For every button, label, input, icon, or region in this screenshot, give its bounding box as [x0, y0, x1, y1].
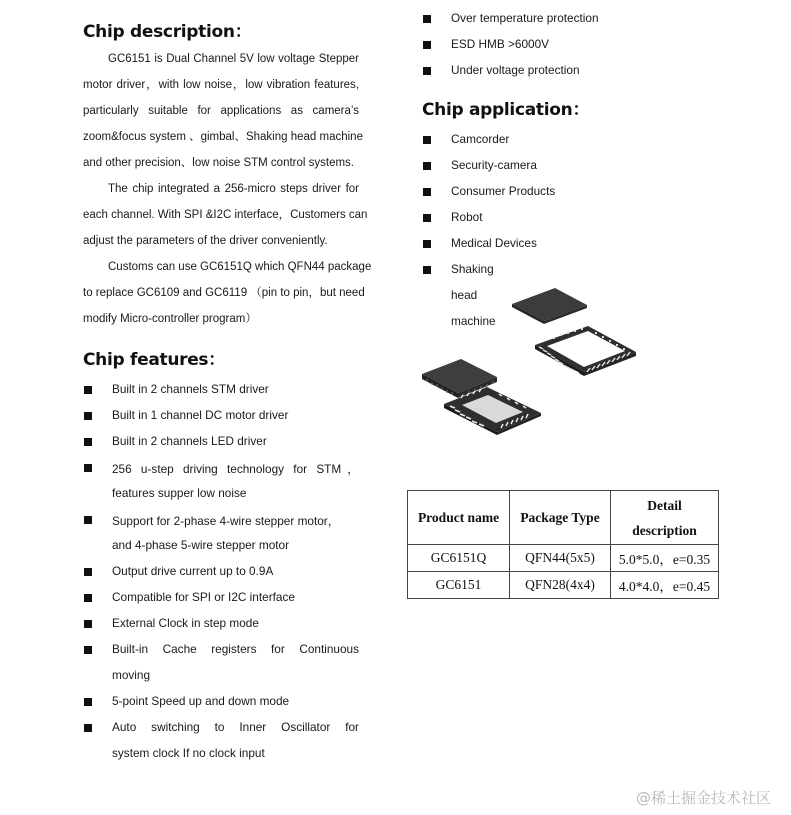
chip-features-heading: Chip features：	[83, 350, 225, 370]
description-line: particularly suitable for applications as camera’s	[83, 105, 359, 117]
description-line: and other precision、low noise STM control systems.	[83, 157, 354, 169]
header-package-type: Package Type	[510, 491, 611, 545]
description-line: adjust the parameters of the driver conveniently.	[83, 235, 328, 247]
description-line: motor driver，with low noise，low vibration features,	[83, 79, 359, 91]
package-spec-table	[407, 490, 719, 599]
bullet-square-icon	[423, 266, 431, 274]
bullet-square-icon	[423, 136, 431, 144]
bullet-square-icon	[84, 646, 92, 654]
cell-product-name: GC6151Q	[408, 545, 510, 572]
table-row	[408, 572, 719, 599]
bullet-square-icon	[423, 188, 431, 196]
bullet-square-icon	[84, 516, 92, 524]
cell-product-name: GC6151	[408, 572, 510, 599]
cell-detail: 4.0*4.0，e=0.45	[611, 572, 719, 599]
bullet-square-icon	[423, 67, 431, 75]
bullet-square-icon	[84, 698, 92, 706]
cell-detail: 5.0*5.0，e=0.35	[611, 545, 719, 572]
chip-description-body	[83, 46, 372, 332]
description-line: Customs can use GC6151Q which QFN44 package	[108, 261, 372, 273]
bullet-square-icon	[84, 724, 92, 732]
description-line: modify Micro-controller program）	[83, 313, 257, 325]
table-row	[408, 545, 719, 572]
bullet-square-icon	[84, 386, 92, 394]
bullet-square-icon	[423, 41, 431, 49]
description-line: each channel. With SPI &I2C interface，Customers can	[83, 209, 368, 221]
description-line: GC6151 is Dual Channel 5V low voltage Stepper	[108, 53, 359, 65]
bullet-square-icon	[423, 162, 431, 170]
bullet-square-icon	[423, 240, 431, 248]
bullet-square-icon	[423, 214, 431, 222]
header-detail-description: Detail description	[611, 491, 719, 545]
bullet-square-icon	[84, 438, 92, 446]
header-product-name: Product name	[408, 491, 510, 545]
cell-package-type: QFN44(5x5)	[510, 545, 611, 572]
watermark: @稀土掘金技术社区	[636, 789, 772, 807]
bullet-square-icon	[84, 412, 92, 420]
bullet-square-icon	[84, 568, 92, 576]
bullet-square-icon	[84, 620, 92, 628]
chip-application-heading: Chip application：	[422, 100, 590, 120]
bullet-square-icon	[84, 594, 92, 602]
bullet-square-icon	[84, 464, 92, 472]
description-line: zoom&focus system 、gimbal、Shaking head machine	[83, 131, 363, 143]
description-line: to replace GC6109 and GC6119 （pin to pin，but need	[83, 287, 365, 299]
cell-package-type: QFN28(4x4)	[510, 572, 611, 599]
description-line: The chip integrated a 256-micro steps driver for	[108, 183, 359, 195]
chip-description-heading: Chip description：	[83, 22, 252, 42]
bullet-square-icon	[423, 15, 431, 23]
table-header-row	[408, 491, 719, 545]
qfn44-bottom-chip-icon	[535, 326, 636, 376]
chip-package-illustration	[415, 285, 645, 435]
qfn44-top-chip-icon	[512, 288, 587, 324]
